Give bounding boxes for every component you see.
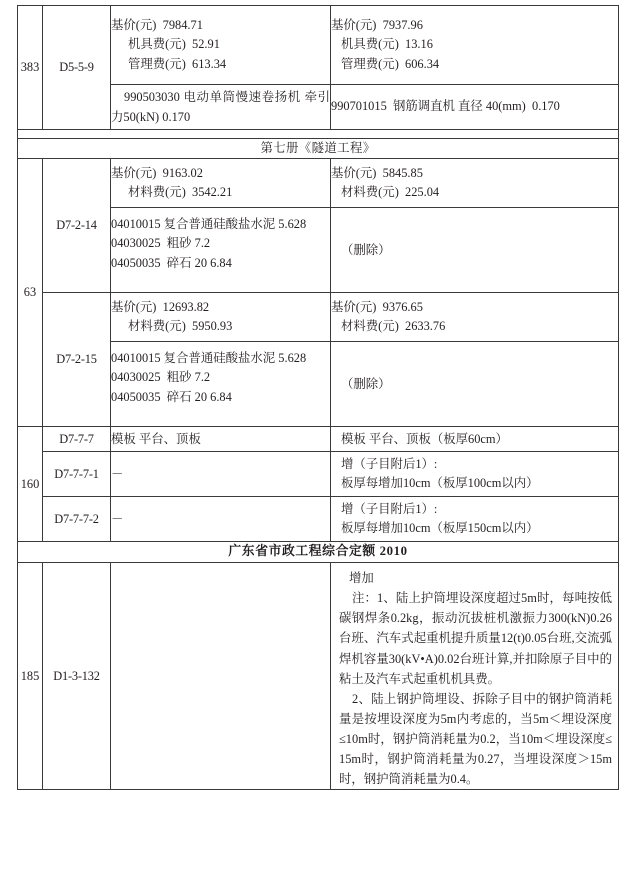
revised-content-cell (331, 427, 619, 452)
separator-row (18, 130, 619, 139)
section-banner-title: 广东省市政工程综合定额 2010 (18, 542, 619, 563)
text-line: 模板 平台、顶板（板厚60cm） (341, 431, 508, 446)
separator-cell (18, 130, 619, 139)
revised-content-cell (331, 6, 619, 85)
revised-content-cell (331, 497, 619, 542)
text-line: 管理费(元) 613.34 (128, 56, 227, 71)
note-paragraph: 2、陆上钢护筒埋设、拆除子目中的钢护筒消耗量是按埋设深度为5m内考虑的，当5m＜埋设深度≤10m时，钢护筒消耗量为0.2，当10m＜埋设深度≤15m时，钢护筒消耗量为0.27，当埋设深度＞15m时，钢护筒消耗量为0.4。 (339, 691, 612, 787)
table-row (18, 452, 619, 497)
revised-content-cell (331, 342, 619, 427)
revised-content-cell (331, 159, 619, 208)
quota-code-cell: D7-2-14 (43, 159, 111, 293)
section-banner-volume: 第七册《隧道工程》 (18, 139, 619, 159)
table-row (18, 427, 619, 452)
revised-content-cell (331, 293, 619, 342)
table-row (18, 159, 619, 208)
text-line: 材料费(元) 225.04 (341, 185, 440, 200)
text-line: 模板 平台、顶板 (111, 431, 201, 446)
table-row (18, 293, 619, 342)
original-content-cell (111, 6, 331, 85)
text-line: 机具费(元) 52.91 (128, 37, 220, 52)
text-line: 基价(元) 9376.65 (331, 300, 423, 314)
original-content-cell (111, 85, 331, 130)
quota-code-cell: D7-7-7-1 (43, 452, 111, 497)
revised-content-cell (331, 208, 619, 293)
text-line: 材料费(元) 2633.76 (341, 319, 446, 334)
text-line: （删除） (341, 242, 391, 257)
text-line: 990503030 电动单筒慢速卷扬机 牵引力50(kN) 0.170 (111, 89, 330, 124)
text-line: 04030025 粗砂 7.2 (111, 370, 211, 385)
original-content-cell (111, 563, 331, 790)
text-line: 04050035 碎石 20 6.84 (111, 255, 232, 270)
text-line: 基价(元) 9163.02 (111, 166, 203, 180)
text-line: 管理费(元) 606.34 (341, 56, 440, 71)
text-line: 04030025 粗砂 7.2 (111, 236, 211, 251)
text-line: 04010015 复合普通硅酸盐水泥 5.628 (111, 217, 307, 232)
quota-code-cell: D7-2-15 (43, 293, 111, 427)
revised-content-cell (331, 563, 619, 790)
table-row (18, 563, 619, 790)
original-content-cell (111, 427, 331, 452)
text-line: 板厚每增加10cm（板厚150cm以内） (341, 521, 539, 536)
text-line: 板厚每增加10cm（板厚100cm以内） (341, 476, 539, 491)
text-line: （删除） (341, 376, 391, 391)
text-line: 基价(元) 7937.96 (331, 18, 423, 33)
text-line: 基价(元) 7984.71 (111, 18, 203, 33)
text-line: 增（子目附后1）: (341, 502, 438, 516)
quota-code-cell: D7-7-7-2 (43, 497, 111, 542)
text-line: 基价(元) 5845.85 (331, 166, 423, 180)
note-paragraph: 注：1、陆上护筒埋设深度超过5m时，每吨按低碳钢焊条0.2kg，振动沉拔桩机激振力300(kN)0.26台班、汽车式起重机提升质量12(t)0.05台班,交流弧焊机容量30(kV•A)0.02台班计算,并扣除原子目中的粘土及汽车式起重机机具费。 (339, 591, 612, 686)
table-row (18, 497, 619, 542)
original-content-cell (111, 293, 331, 342)
text-line: 04010015 复合普通硅酸盐水泥 5.628 (111, 351, 307, 366)
original-content-cell (111, 159, 331, 208)
original-content-cell (111, 497, 331, 542)
text-line: 材料费(元) 5950.93 (128, 319, 233, 334)
text-line: － (111, 511, 124, 526)
text-line: 增（子目附后1）: (341, 457, 438, 471)
quota-code-cell: D1-3-132 (43, 563, 111, 790)
original-content-cell (111, 452, 331, 497)
original-content-cell (111, 208, 331, 293)
table-row (18, 6, 619, 85)
original-content-cell (111, 342, 331, 427)
quota-code-cell: D7-7-7 (43, 427, 111, 452)
row-number-cell: 63 (18, 159, 43, 427)
row-number-cell: 383 (18, 6, 43, 130)
row-number-cell: 185 (18, 563, 43, 790)
section-banner-row (18, 139, 619, 159)
note-heading: 增加 (349, 571, 374, 586)
text-line: 990701015 钢筋调直机 直径 40(mm) 0.170 (331, 99, 560, 114)
amendment-table (17, 5, 619, 790)
text-line: 材料费(元) 3542.21 (128, 185, 233, 200)
revised-content-cell (331, 452, 619, 497)
text-line: 04050035 碎石 20 6.84 (111, 389, 232, 404)
text-line: 基价(元) 12693.82 (111, 300, 210, 314)
section-banner-row (18, 542, 619, 563)
text-line: 机具费(元) 13.16 (341, 37, 433, 52)
quota-code-cell: D5-5-9 (43, 6, 111, 130)
revised-content-cell (331, 85, 619, 130)
text-line: － (111, 466, 124, 481)
row-number-cell: 160 (18, 427, 43, 542)
